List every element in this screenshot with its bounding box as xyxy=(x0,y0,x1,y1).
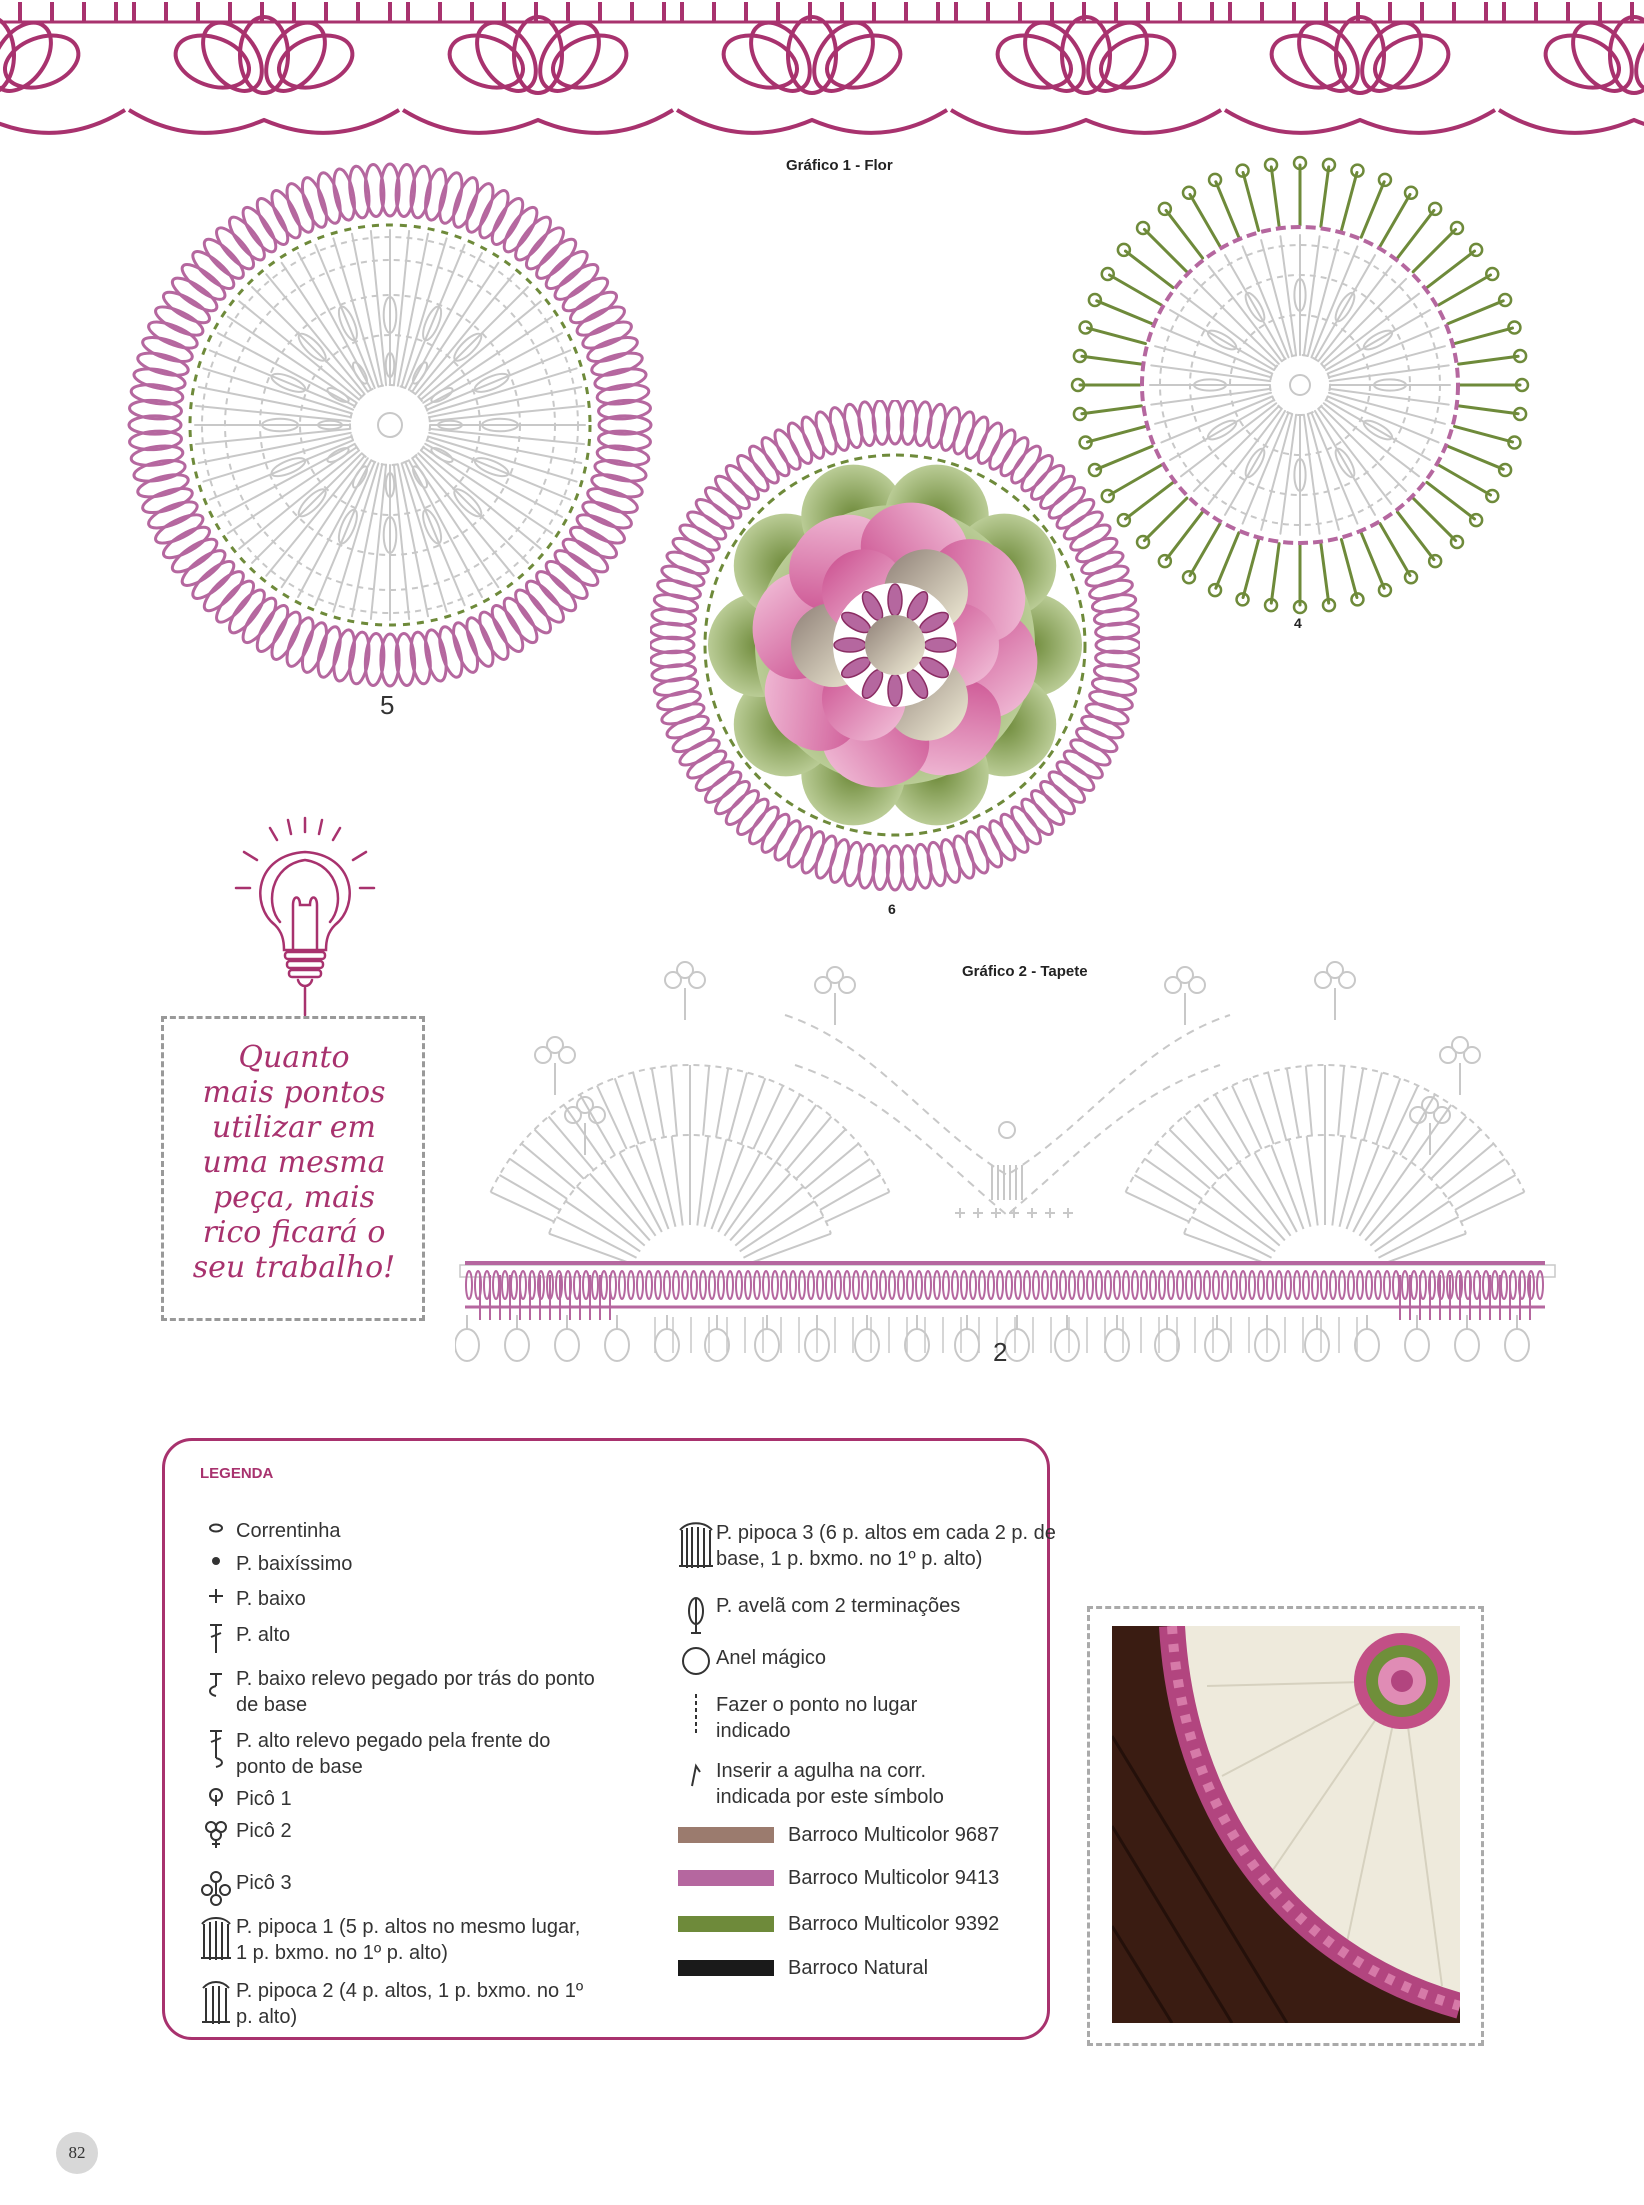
doily-chart-5 xyxy=(120,140,660,700)
color-swatch xyxy=(678,1960,774,1976)
legend-label: Picô 2 xyxy=(236,1820,292,1842)
legend-item xyxy=(196,1818,292,1858)
legend-item xyxy=(676,1692,956,1744)
legend-label: P. pipoca 3 (6 p. altos em cada 2 p. de base, 1 p. bxmo. no 1º p. alto) xyxy=(716,1522,1056,1570)
tip-line: Quanto xyxy=(238,1040,350,1075)
light-bulb-icon xyxy=(230,810,380,1020)
legend-color-item xyxy=(678,1911,999,1937)
round-label-6: 6 xyxy=(888,901,896,917)
legend-item xyxy=(676,1645,826,1685)
legend-label: Inserir a agulha na corr. indicada por este símbolo xyxy=(716,1760,944,1808)
tip-line: rico ficará o xyxy=(202,1215,386,1250)
popcorn-1-icon xyxy=(196,1914,236,1954)
round-label-2: 2 xyxy=(993,1337,1008,1367)
chart-1-title: Gráfico 1 - Flor xyxy=(786,157,893,174)
legend-label: P. alto relevo pegado pela frente do ponto de base xyxy=(236,1730,551,1778)
chart-2-title: Gráfico 2 - Tapete xyxy=(962,963,1088,980)
legend-label: P. baixo xyxy=(236,1588,306,1610)
page-number: 82 xyxy=(56,2132,98,2174)
picot-3-icon xyxy=(196,1870,236,1910)
legend-item xyxy=(676,1520,1076,1572)
popcorn-2-icon xyxy=(196,1978,236,2018)
legend-item xyxy=(676,1758,1006,1810)
bobble-icon xyxy=(676,1593,716,1633)
magic-ring-icon xyxy=(676,1645,716,1685)
legend-item xyxy=(196,1728,596,1780)
legend-item xyxy=(196,1586,306,1626)
tip-line: utilizar em xyxy=(212,1110,376,1145)
legend-color-label: Barroco Multicolor 9413 xyxy=(788,1867,1000,1889)
front-post-dc-icon xyxy=(196,1728,236,1768)
insert-hook-icon xyxy=(676,1758,716,1798)
legend-item xyxy=(196,1622,290,1662)
legend-color-label: Barroco Natural xyxy=(788,1957,929,1979)
legend-color-item xyxy=(678,1822,999,1848)
legend-label: Anel mágico xyxy=(716,1647,827,1669)
tip-line: peça, mais xyxy=(212,1180,376,1215)
legend-label: P. baixo relevo pegado por trás do ponto de base xyxy=(236,1668,595,1716)
round-label-5: 5 xyxy=(380,690,395,720)
single-crochet-icon xyxy=(196,1586,236,1626)
legend-color-item xyxy=(678,1955,928,1981)
legend-item xyxy=(196,1551,352,1591)
legend-label: Fazer o ponto no lugar indicado xyxy=(716,1694,918,1742)
flower-chart-6 xyxy=(650,400,1140,900)
tip-line: seu trabalho! xyxy=(192,1250,396,1285)
legend-color-label: Barroco Multicolor 9687 xyxy=(788,1824,1000,1846)
lace-border-top xyxy=(0,0,1644,150)
legend-label: P. pipoca 2 (4 p. altos, 1 p. bxmo. no 1º p. alto) xyxy=(236,1980,584,2028)
legend-item xyxy=(196,1666,596,1718)
legend-label: Picô 3 xyxy=(236,1872,292,1894)
legend-color-item xyxy=(678,1865,999,1891)
back-post-sc-icon xyxy=(196,1666,236,1706)
double-crochet-icon xyxy=(196,1622,236,1662)
color-swatch xyxy=(678,1916,774,1932)
legend-label: Correntinha xyxy=(236,1520,341,1542)
tip-line: uma mesma xyxy=(202,1145,386,1180)
legend-item xyxy=(196,1914,596,1966)
legend-label: P. baixíssimo xyxy=(236,1553,353,1575)
legend-title: LEGENDA xyxy=(200,1465,274,1482)
color-swatch xyxy=(678,1870,774,1886)
legend-item xyxy=(196,1978,596,2030)
picot-2-icon xyxy=(196,1818,236,1858)
stitch-in-place-icon xyxy=(676,1692,716,1732)
legend-label: P. avelã com 2 terminações xyxy=(716,1595,961,1617)
round-label-4: 4 xyxy=(1294,615,1302,631)
legend-item xyxy=(676,1593,960,1633)
popcorn-3-icon xyxy=(676,1520,716,1560)
color-swatch xyxy=(678,1827,774,1843)
legend-label: P. pipoca 1 (5 p. altos no mesmo lugar, 1 p. bxmo. no 1º p. alto) xyxy=(236,1916,581,1964)
legend-label: Picô 1 xyxy=(236,1788,292,1810)
tip-text xyxy=(172,1040,416,1285)
legend-color-label: Barroco Multicolor 9392 xyxy=(788,1913,1000,1935)
legend-item xyxy=(196,1870,292,1910)
slip-stitch-icon xyxy=(196,1551,236,1591)
legend-label: P. alto xyxy=(236,1624,291,1646)
rug-chart-2 xyxy=(455,925,1560,1375)
rug-photo xyxy=(1112,1626,1460,2023)
tip-line: mais pontos xyxy=(202,1075,386,1110)
